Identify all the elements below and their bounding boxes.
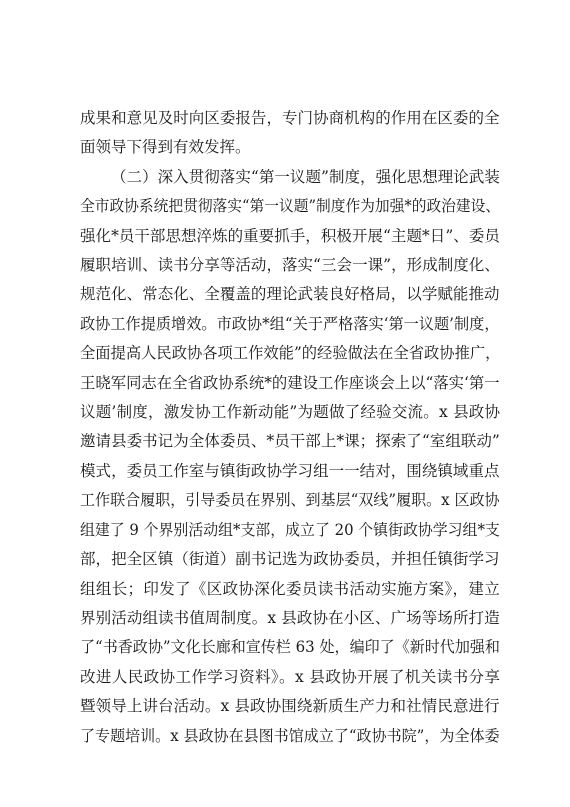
text-line: 王晓军同志在全省政协系统*的建设工作座谈会上以“落实‘第一 bbox=[80, 373, 500, 392]
text-line: 履职培训、读书分享等活动，落实“三会一课”，形成制度化、 bbox=[80, 256, 500, 275]
text-line: 模式，委员工作室与镇街政协学习组一一结对，围绕镇域重点 bbox=[80, 461, 500, 480]
text-line: 面领导下得到有效发挥。 bbox=[80, 138, 251, 157]
section-heading: （二）深入贯彻落实“第一议题”制度，强化思想理论武装 bbox=[111, 167, 500, 186]
text-line: 了“书香政协”文化长廊和宣传栏 63 处，编印了《新时代加强和 bbox=[80, 638, 500, 657]
text-line: 议题’制度，激发协工作新动能”为题做了经验交流。x 县政协 bbox=[80, 403, 501, 422]
text-line: 成果和意见及时向区委报告，专门协商机构的作用在区委的全 bbox=[80, 109, 500, 127]
text-line: 改进人民政协工作学习资料》。x 县政协开展了机关读书分享 bbox=[80, 667, 501, 686]
text-line: 全市政协系统把贯彻落实“第一议题”制度作为加强*的政治建设、 bbox=[80, 197, 501, 216]
text-line: 组组长；印发了《区政协深化委员读书活动实施方案》，建立 bbox=[80, 579, 501, 598]
text-line: 工作联合履职，引导委员在界别、到基层“双线”履职。x 区政协 bbox=[80, 491, 500, 510]
body-text bbox=[80, 104, 500, 751]
text-line: 了专题培训。x 县政协在县图书馆成立了“政协书院”，为全体委 bbox=[80, 726, 500, 745]
text-line: 暨领导上讲台活动。x 县政协围绕新质生产力和社情民意进行 bbox=[80, 697, 500, 716]
text-line: 全面提高人民政协各项工作效能”的经验做法在全省政协推广， bbox=[80, 344, 501, 363]
text-line: 组建了 9 个界别活动组*支部，成立了 20 个镇街政协学习组*支 bbox=[80, 520, 500, 539]
text-line: 邀请县委书记为全体委员、*员干部上*课；探索了“室组联动” bbox=[80, 432, 500, 451]
text-line: 界别活动组读书值周制度。x 县政协在小区、广场等场所打造 bbox=[80, 608, 500, 627]
text-line: 规范化、常态化、全覆盖的理论武装良好格局，以学赋能推动 bbox=[80, 285, 500, 304]
text-line: 政协工作提质增效。市政协*组“关于严格落实‘第一议题’制度， bbox=[80, 314, 500, 333]
text-line: 部，把全区镇（街道）副书记选为政协委员，并担任镇街学习 bbox=[80, 550, 500, 569]
text-line: 强化*员干部思想淬炼的重要抓手，积极开展“主题*日”、委员 bbox=[80, 226, 500, 245]
